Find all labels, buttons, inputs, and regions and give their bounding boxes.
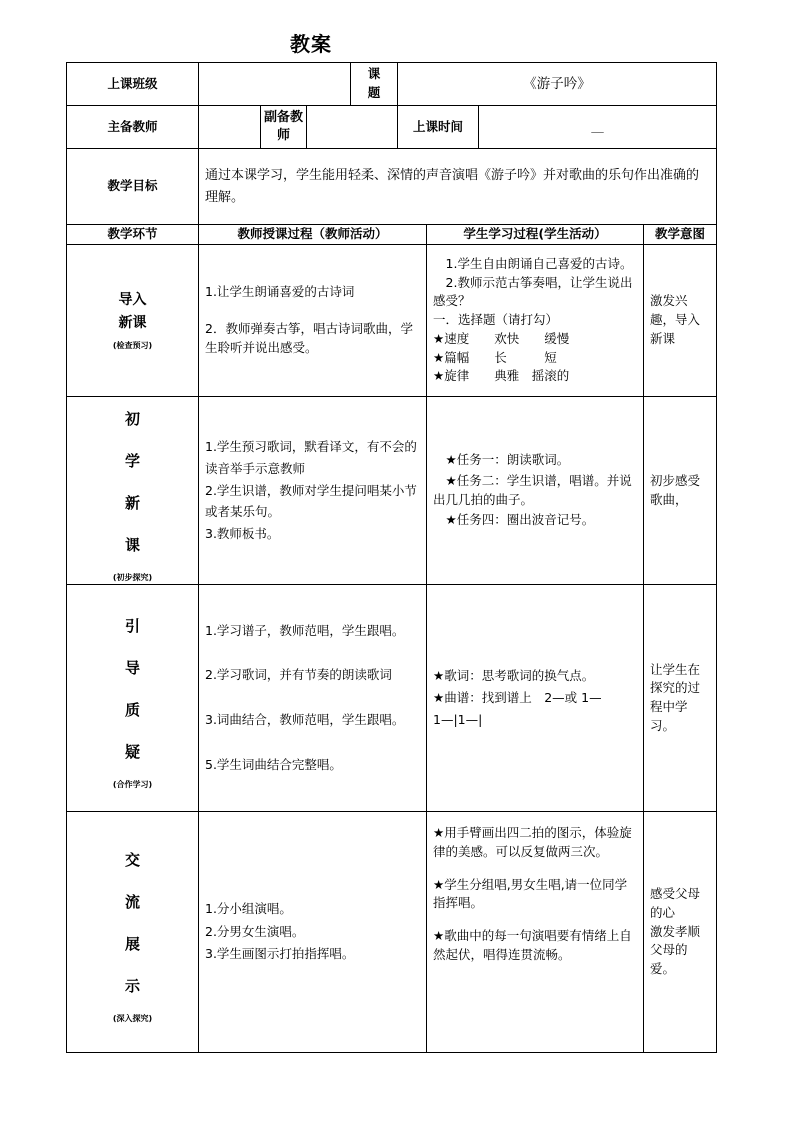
stage-row-guide (67, 585, 717, 812)
stage-name-line: 流 (124, 893, 140, 911)
goal-label: 教学目标 (67, 149, 199, 225)
class-row (67, 63, 717, 106)
student-step: ★学生分组唱,男女生唱,请一位同学指挥唱。 (433, 876, 628, 911)
col-stage-header: 教学环节 (67, 225, 199, 245)
student-activity (427, 585, 644, 812)
teacher-activity (199, 397, 427, 585)
stage-row-intro (67, 245, 717, 397)
teacher-step: 2．教师弹奏古筝，唱古诗词歌曲，学生聆听并说出感受。 (205, 321, 413, 355)
stage-row-share (67, 812, 717, 1053)
col-student-header: 学生学习过程(学生活动） (427, 225, 644, 245)
student-step: ★任务四：圈出波音记号。 (433, 512, 595, 528)
student-step: ★任务二：学生识谱，唱谱。并说出几几拍的曲子。 (433, 472, 632, 507)
stage-name-line: 初 (124, 409, 140, 428)
teacher-step: 1.学习谱子，教师范唱，学生跟唱。 (205, 622, 405, 638)
class-label: 上课班级 (67, 63, 199, 106)
teacher-activity (199, 812, 427, 1053)
teacher-step: 3.学生画图示打拍指挥唱。 (205, 946, 355, 962)
stage-name-line: 导入 (118, 292, 147, 309)
stage-name-line: 质 (124, 701, 140, 719)
student-step: ★篇幅 长 短 (433, 349, 557, 365)
main-teacher-label: 主备教师 (67, 106, 199, 149)
stage-name-line: 交 (124, 851, 140, 869)
stage-name-line: 课 (124, 535, 140, 554)
teacher-activity (199, 585, 427, 812)
student-activity (427, 812, 644, 1053)
lesson-plan-table (66, 62, 717, 1053)
page-title: 教案 (290, 32, 332, 56)
stage-name-line: 新课 (118, 314, 147, 331)
vice-teacher-label: 副备教师 (261, 106, 307, 149)
topic-value: 《游子吟》 (398, 63, 717, 106)
student-step: ★旋律 典雅 摇滚的 (433, 368, 570, 384)
teacher-step: 2.分男女生演唱。 (205, 923, 305, 939)
stage-sub: (合作学习) (112, 780, 153, 789)
student-step: ★任务一：朗读歌词。 (433, 452, 570, 467)
teaching-intent: 初步感受歌曲， (644, 397, 717, 585)
student-step: ★歌词：思考歌词的换气点。 (433, 668, 595, 684)
teacher-step: 3.词曲结合，教师范唱，学生跟唱。 (205, 712, 405, 727)
main-teacher-value[interactable] (199, 106, 261, 149)
col-teacher-header: 教师授课过程（教师活动） (199, 225, 427, 245)
student-step: 一．选择题（请打勾） (433, 312, 559, 328)
student-step: 1.学生自由朗诵自己喜爱的古诗。 (433, 255, 633, 271)
vice-teacher-value[interactable] (307, 106, 398, 149)
stage-sub: (初步探究) (112, 572, 153, 582)
stage-name-line: 疑 (124, 743, 140, 761)
teacher-step: 1.让学生朗诵喜爱的古诗词 (205, 284, 355, 300)
stage-sub: (检查预习) (112, 340, 153, 350)
teacher-step: 2.学生识谱，教师对学生提问唱某小节或者某乐句。 (205, 482, 417, 520)
stage-name (67, 585, 199, 812)
stage-name-line: 引 (124, 617, 140, 635)
time-value[interactable]: ＿ (479, 106, 717, 149)
teacher-activity (199, 245, 427, 397)
student-step: ★用手臂画出四二拍的图示，体验旋律的美感。可以反复做两三次。 (433, 825, 632, 859)
teaching-intent: 让学生在探究的过程中学习。 (644, 585, 717, 812)
stage-name-line: 示 (124, 977, 140, 995)
goal-text: 通过本课学习，学生能用轻柔、深情的声音演唱《游子吟》并对歌曲的乐句作出准确的理解。 (199, 149, 717, 225)
student-activity (427, 245, 644, 397)
stage-row-learn (67, 397, 717, 585)
stage-name-line: 展 (124, 935, 140, 953)
teacher-step: 2.学习歌词，并有节奏的朗读歌词 (205, 667, 392, 683)
student-step: ★曲谱：找到谱上 2—或 1— 1—|1—| (433, 690, 640, 727)
student-step: 2.教师示范古筝奏唱，让学生说出感受？ (433, 274, 633, 309)
teacher-row (67, 106, 717, 149)
col-intent-header: 教学意图 (644, 225, 717, 245)
student-activity (427, 397, 644, 585)
stage-name-line: 导 (124, 659, 140, 677)
teacher-step: 1.分小组演唱。 (205, 901, 292, 917)
teaching-intent: 激发兴趣，导入新课 (644, 245, 717, 397)
stage-name (67, 245, 199, 397)
topic-label: 课 题 (351, 63, 398, 106)
goal-row (67, 149, 717, 225)
teacher-step: 5.学生词曲结合完整唱。 (205, 756, 342, 772)
student-step: ★歌曲中的每一句演唱要有情绪上自然起伏，唱得连贯流畅。 (433, 928, 632, 962)
teacher-step: 3.教师板书。 (205, 526, 280, 542)
teacher-step: 1.学生预习歌词，默看译文，有不会的读音举手示意教师 (205, 438, 417, 476)
stage-name-line: 新 (124, 493, 140, 512)
teaching-intent: 感受父母的心 激发孝顺父母的爱。 (644, 812, 717, 1053)
stage-name (67, 397, 199, 585)
time-label: 上课时间 (398, 106, 479, 149)
class-value[interactable] (199, 63, 351, 106)
column-header-row (67, 225, 717, 245)
stage-name (67, 812, 199, 1053)
stage-sub: (深入探究) (112, 1014, 153, 1023)
stage-name-line: 学 (124, 451, 140, 470)
student-step: ★速度 欢快 缓慢 (433, 330, 570, 346)
